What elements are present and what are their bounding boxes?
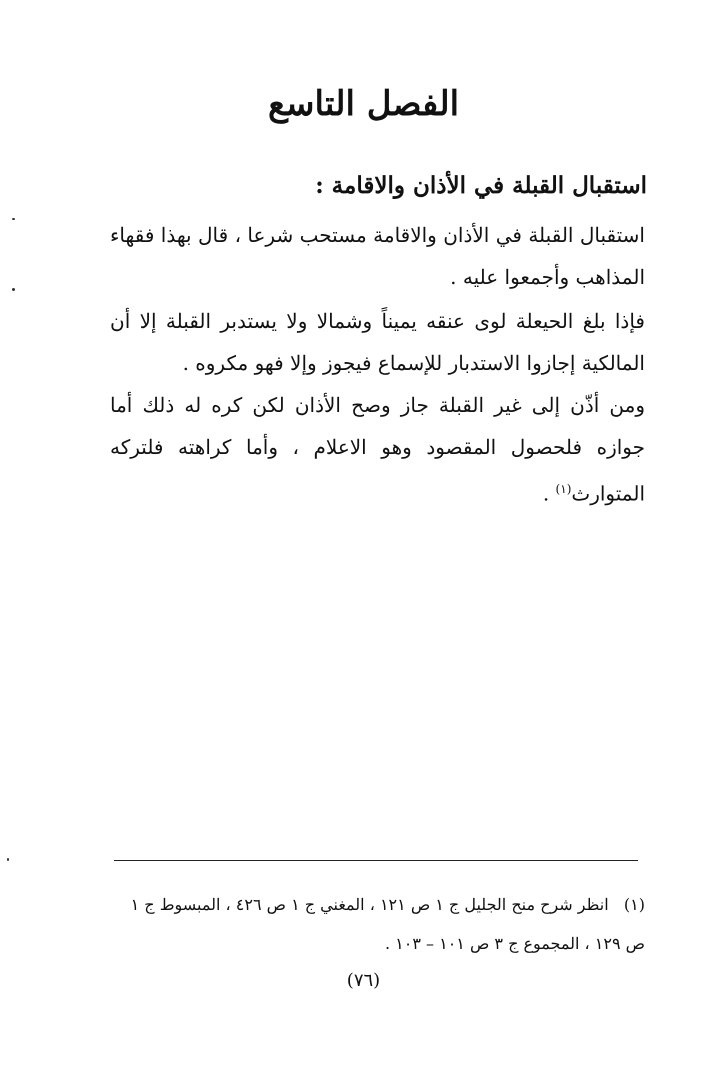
footnote-reference: (١) [555,482,572,496]
footnote-marker: (١) [623,895,645,914]
footnote [110,885,645,963]
footnote-text: انظر شرح منح الجليل ج ١ ص ١٢١ ، المغني ج ١ ص ٤٢٦ ، المبسوط ج ١ ص ١٢٩ ، المجموع ج ٣ ص ١٠١ – ١٠٣ . [130,895,645,953]
page-number: (٧٦) [346,970,381,991]
paragraph-3-end: . [542,481,556,506]
paragraph-3-text: ومن أذّن إلى غير القبلة جاز وصح الأذان لكن كره له ذلك أما جوازه فلحصول المقصود وهو الاعلام ، وأما كراهته فلتركه المتوارث [110,393,645,506]
section-heading: استقبال القبلة في الأذان والاقامة : [315,172,647,199]
scan-speck [12,288,15,291]
footnote-divider [114,860,638,861]
paragraph-2: فإذا بلغ الحيعلة لوى عنقه يميناً وشمالا ولا يستدبر القبلة إلا أن المالكية إجازوا الاستدبار للإسماع فيجوز وإلا فهو مكروه . [110,309,645,375]
scan-speck [7,858,9,861]
chapter-title: الفصل التاسع [267,84,460,124]
paragraph-1: استقبال القبلة في الأذان والاقامة مستحب شرعا ، قال بهذا فقهاء المذاهب وأجمعوا عليه . [110,223,645,289]
scan-speck [12,218,15,220]
paragraph-3 [110,384,645,515]
